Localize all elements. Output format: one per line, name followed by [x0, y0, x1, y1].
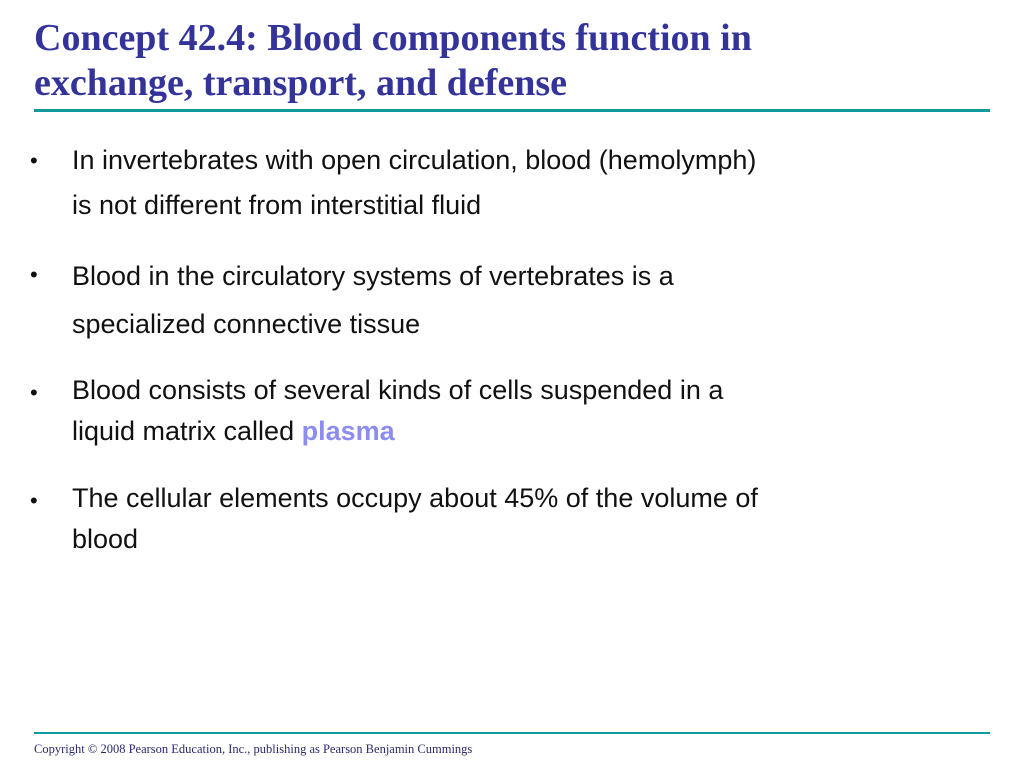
- bullet-line: The cellular elements occupy about 45% of the volume of: [72, 483, 758, 513]
- bullet-line: In invertebrates with open circulation, blood (hemolymph): [72, 145, 757, 175]
- bullet-line: blood: [72, 524, 139, 554]
- bullet-line: [72, 411, 962, 452]
- title-line-2: exchange, transport, and defense: [34, 62, 568, 104]
- bullet-line: specialized connective tissue: [72, 309, 421, 339]
- footer-divider: [34, 732, 990, 734]
- plasma-term: plasma: [301, 416, 395, 446]
- bullet-marker: •: [30, 380, 38, 405]
- bullet-text: [72, 252, 962, 348]
- copyright-footer: Copyright © 2008 Pearson Education, Inc., publishing as Pearson Benjamin Cummings: [34, 742, 473, 756]
- bullet-text: [72, 138, 962, 228]
- bullet-marker: •: [30, 148, 38, 173]
- bullet-text: [72, 478, 962, 560]
- bullet-text: [72, 370, 962, 452]
- bullet-marker: •: [30, 262, 38, 287]
- title-divider: [34, 109, 990, 112]
- bullet-line: is not different from interstitial fluid: [72, 190, 482, 220]
- bullet-line: Blood consists of several kinds of cells suspended in a: [72, 375, 724, 405]
- bullet-marker: •: [30, 488, 38, 513]
- bullet-line: Blood in the circulatory systems of vertebrates is a: [72, 261, 674, 291]
- bullet-line-prefix: liquid matrix called: [72, 416, 302, 446]
- slide-title: [34, 16, 994, 106]
- title-line-1: Concept 42.4: Blood components function in: [34, 17, 752, 59]
